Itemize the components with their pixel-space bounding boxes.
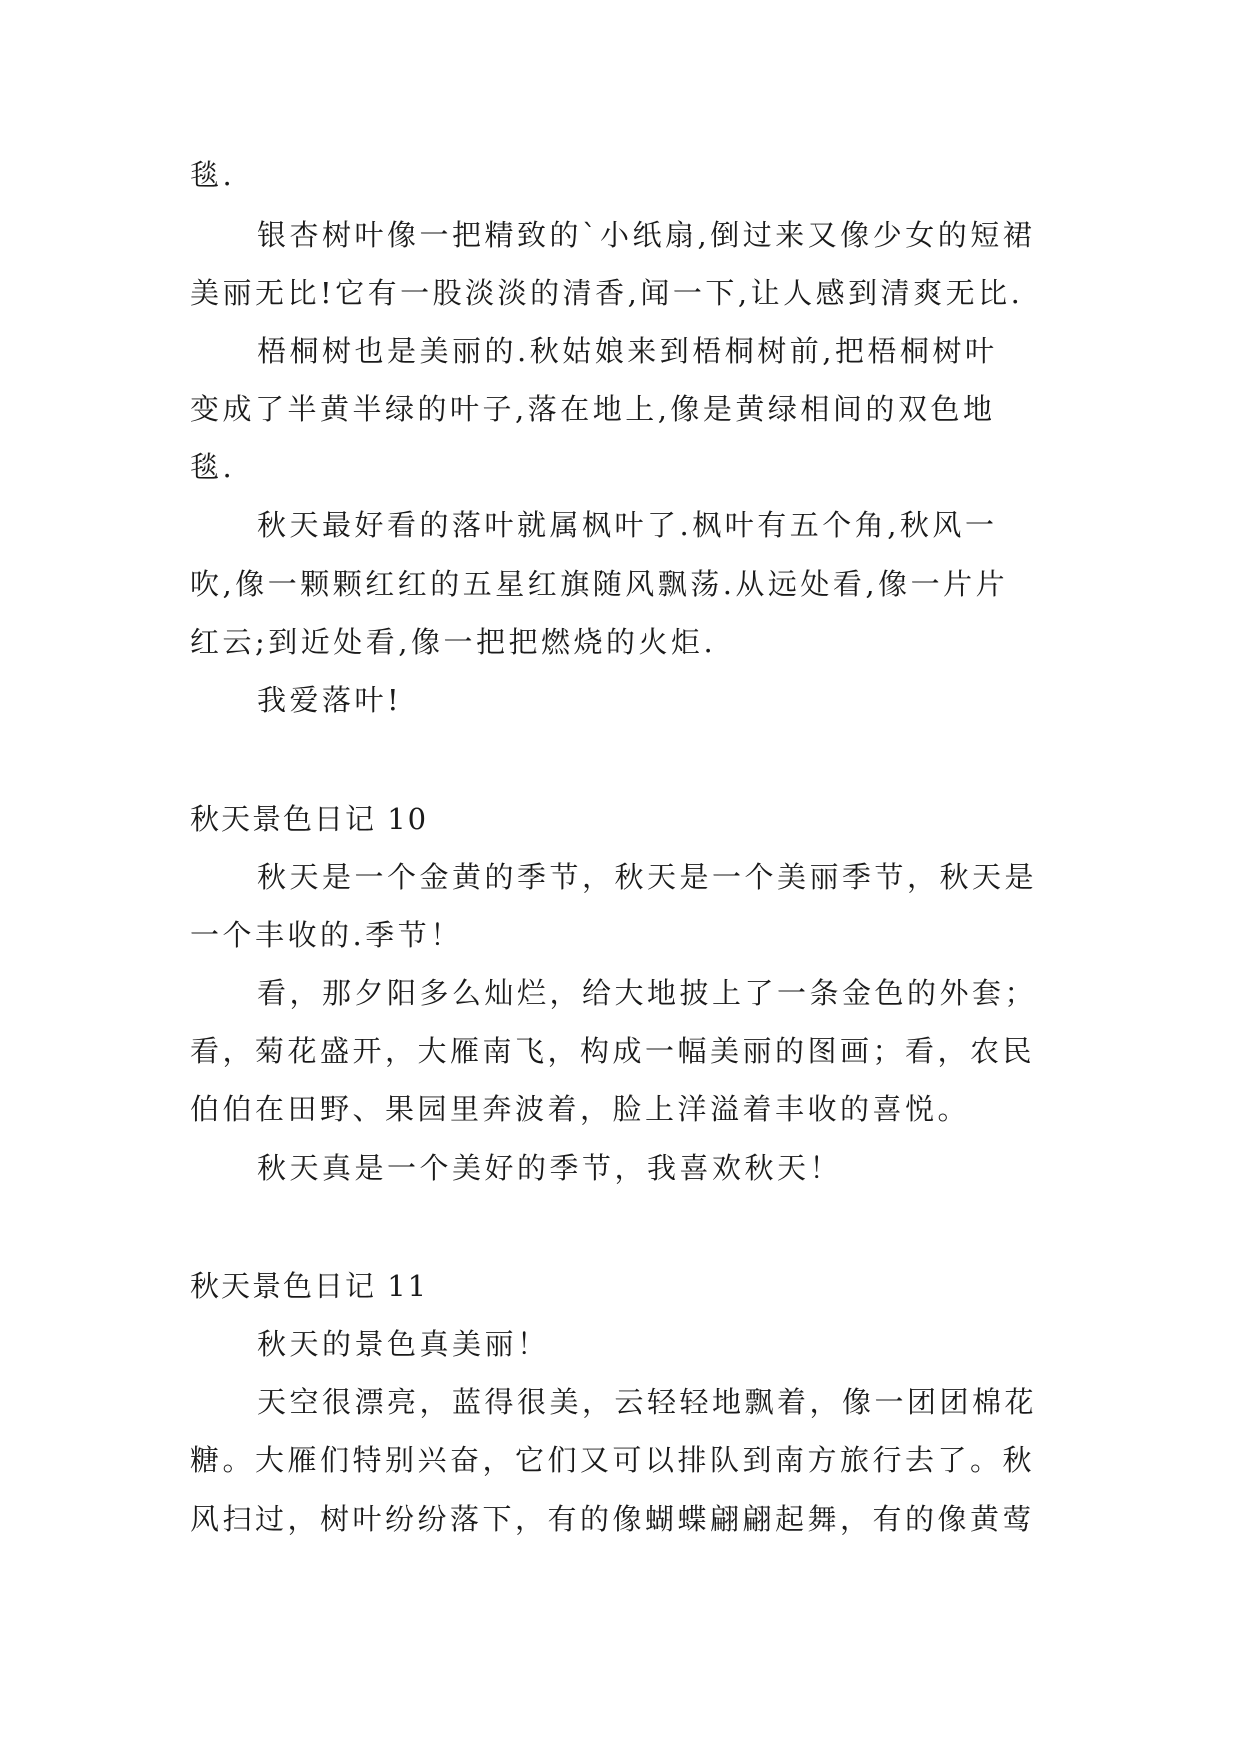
paragraph-line: 美丽无比!它有一股淡淡的清香,闻一下,让人感到清爽无比. [190,276,1024,310]
paragraph-line: 梧桐树也是美丽的.秋姑娘来到梧桐树前,把梧桐树叶 [257,334,998,368]
paragraph-line: 秋天最好看的落叶就属枫叶了.枫叶有五个角,秋风一 [257,508,998,542]
paragraph-line: 变成了半黄半绿的叶子,落在地上,像是黄绿相间的双色地 [190,392,996,426]
paragraph-line: 红云;到近处看,像一把把燃烧的火炬. [190,625,717,659]
paragraph-line: 毯. [190,158,236,192]
paragraph-line: 看，菊花盛开，大雁南飞，构成一幅美丽的图画；看，农民 [190,1034,1036,1068]
paragraph-line: 糖。大雁们特别兴奋，它们又可以排队到南方旅行去了。秋 [190,1443,1036,1477]
paragraph-line: 秋天真是一个美好的季节，我喜欢秋天！ [257,1151,843,1185]
paragraph-line: 秋天的景色真美丽！ [257,1327,550,1361]
paragraph-line: 我爱落叶! [257,683,403,717]
paragraph-line: 风扫过，树叶纷纷落下，有的像蝴蝶翩翩起舞，有的像黄莺 [190,1502,1036,1536]
paragraph-line: 毯. [190,450,236,484]
section-heading: 秋天景色日记 10 [190,802,429,836]
paragraph-line: 银杏树叶像一把精致的`小纸扇,倒过来又像少女的短裙 [257,218,1036,252]
section-heading: 秋天景色日记 11 [190,1269,429,1303]
paragraph-line: 一个丰收的.季节！ [190,918,463,952]
paragraph-line: 吹,像一颗颗红红的五星红旗随风飘荡.从远处看,像一片片 [190,567,1009,601]
paragraph-line: 秋天是一个金黄的季节，秋天是一个美丽季节，秋天是 [257,860,1038,894]
paragraph-line: 看，那夕阳多么灿烂，给大地披上了一条金色的外套； [257,976,1038,1010]
paragraph-line: 天空很漂亮，蓝得很美，云轻轻地飘着，像一团团棉花 [257,1385,1038,1419]
paragraph-line: 伯伯在田野、果园里奔波着，脸上洋溢着丰收的喜悦。 [190,1092,971,1126]
